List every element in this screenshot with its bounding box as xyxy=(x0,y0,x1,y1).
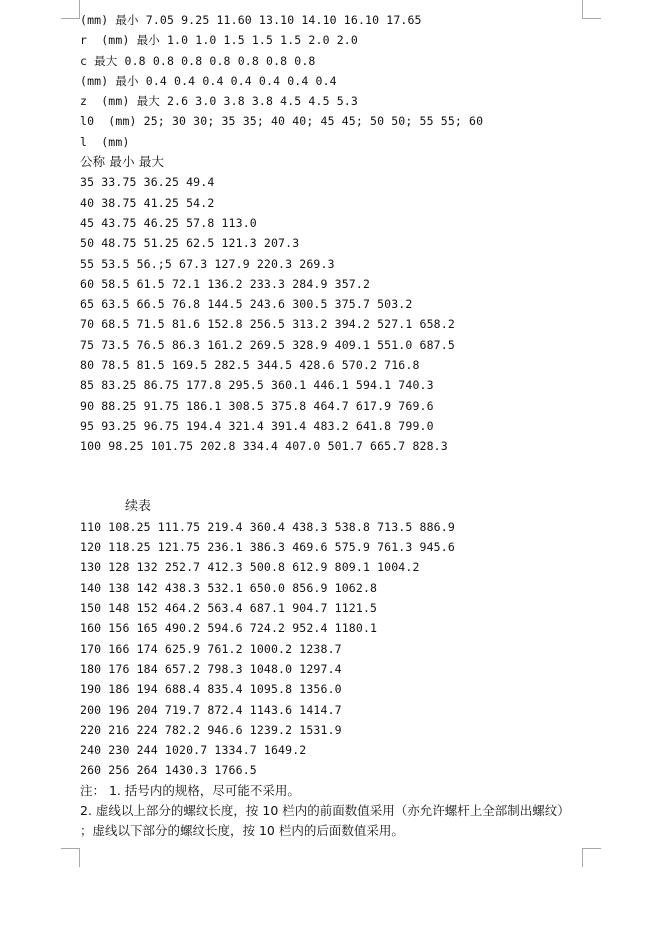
spec-row: r (mm) 最小 1.0 1.0 1.5 1.5 1.5 2.0 2.0 xyxy=(80,33,358,48)
page-corner-mark xyxy=(61,848,80,867)
notes-section xyxy=(80,781,580,841)
spec-row: c 最大 0.8 0.8 0.8 0.8 0.8 0.8 0.8 xyxy=(80,53,316,68)
table-row: 170 166 174 625.9 761.2 1000.2 1238.7 xyxy=(80,641,342,656)
length-table xyxy=(80,172,580,456)
table-header-row: 公称 最小 最大 xyxy=(80,154,165,170)
spec-row: z (mm) 最大 2.6 3.0 3.8 3.8 4.5 4.5 5.3 xyxy=(80,94,358,109)
page-corner-mark xyxy=(582,0,601,19)
table-row: 130 128 132 252.7 412.3 500.8 612.9 809.1 1004.2 xyxy=(80,560,420,575)
table-row: 45 43.75 46.25 57.8 113.0 xyxy=(80,215,257,230)
document-body xyxy=(80,10,580,841)
table-row: 260 256 264 1430.3 1766.5 xyxy=(80,763,257,778)
table-row: 150 148 152 464.2 563.4 687.1 904.7 1121.5 xyxy=(80,601,378,616)
table-row: 220 216 224 782.2 946.6 1239.2 1531.9 xyxy=(80,722,342,737)
table-row: 90 88.25 91.75 186.1 308.5 375.8 464.7 617.9 769.6 xyxy=(80,398,434,413)
table-row: 100 98.25 101.75 202.8 334.4 407.0 501.7 665.7 828.3 xyxy=(80,439,448,454)
table-row: 240 230 244 1020.7 1334.7 1649.2 xyxy=(80,743,307,758)
spec-row: (mm) 最小 0.4 0.4 0.4 0.4 0.4 0.4 0.4 xyxy=(80,73,337,88)
spec-row: l0 (mm) 25; 30 30; 35 35; 40 40; 45 45; 50 50; 55 55; 60 xyxy=(80,114,484,129)
table-row: 190 186 194 688.4 835.4 1095.8 1356.0 xyxy=(80,682,342,697)
table-row: 140 138 142 438.3 532.1 650.0 856.9 1062.8 xyxy=(80,580,378,595)
note-2: 2. 虚线以上部分的螺纹长度，按 10 栏内的前面数值采用（亦允许螺杆上全部制出螺纹） ；虚线以下部分的螺纹长度，按 10 栏内的后面数值采用。 xyxy=(80,802,570,838)
table-row: 75 73.5 76.5 86.3 161.2 269.5 328.9 409.1 551.0 687.5 xyxy=(80,337,455,352)
continued-length-table xyxy=(80,517,580,781)
table-row: 110 108.25 111.75 219.4 360.4 438.3 538.8 713.5 886.9 xyxy=(80,519,455,534)
table-row: 160 156 165 490.2 594.6 724.2 952.4 1180.1 xyxy=(80,621,378,636)
table-row: 95 93.25 96.75 194.4 321.4 391.4 483.2 641.8 799.0 xyxy=(80,418,434,433)
spec-row: (mm) 最小 7.05 9.25 11.60 13.10 14.10 16.10 17.65 xyxy=(80,13,422,27)
table-row: 70 68.5 71.5 81.6 152.8 256.5 313.2 394.2 527.1 658.2 xyxy=(80,317,455,332)
page-corner-mark xyxy=(61,0,80,19)
table-row: 65 63.5 66.5 76.8 144.5 243.6 300.5 375.7 503.2 xyxy=(80,297,413,312)
table-row: 180 176 184 657.2 798.3 1048.0 1297.4 xyxy=(80,661,342,676)
table-row: 50 48.75 51.25 62.5 121.3 207.3 xyxy=(80,236,300,251)
table-row: 85 83.25 86.75 177.8 295.5 360.1 446.1 594.1 740.3 xyxy=(80,378,434,393)
spec-rows xyxy=(80,10,580,152)
table-row: 60 58.5 61.5 72.1 136.2 233.3 284.9 357.2 xyxy=(80,276,371,291)
table-row: 120 118.25 121.75 236.1 386.3 469.6 575.9 761.3 945.6 xyxy=(80,540,455,555)
table-row: 35 33.75 36.25 49.4 xyxy=(80,175,215,190)
spec-row: l (mm) xyxy=(80,134,130,149)
table-row: 40 38.75 41.25 54.2 xyxy=(80,195,215,210)
section-gap xyxy=(80,457,580,497)
table-row: 80 78.5 81.5 169.5 282.5 344.5 428.6 570.2 716.8 xyxy=(80,358,420,373)
continued-table-title: 续表 xyxy=(125,498,152,514)
note-1: 注： 1. 括号内的规格，尽可能不采用。 xyxy=(80,782,300,798)
page-corner-mark xyxy=(582,848,601,867)
table-row: 200 196 204 719.7 872.4 1143.6 1414.7 xyxy=(80,702,342,717)
table-row: 55 53.5 56.;5 67.3 127.9 220.3 269.3 xyxy=(80,256,335,271)
